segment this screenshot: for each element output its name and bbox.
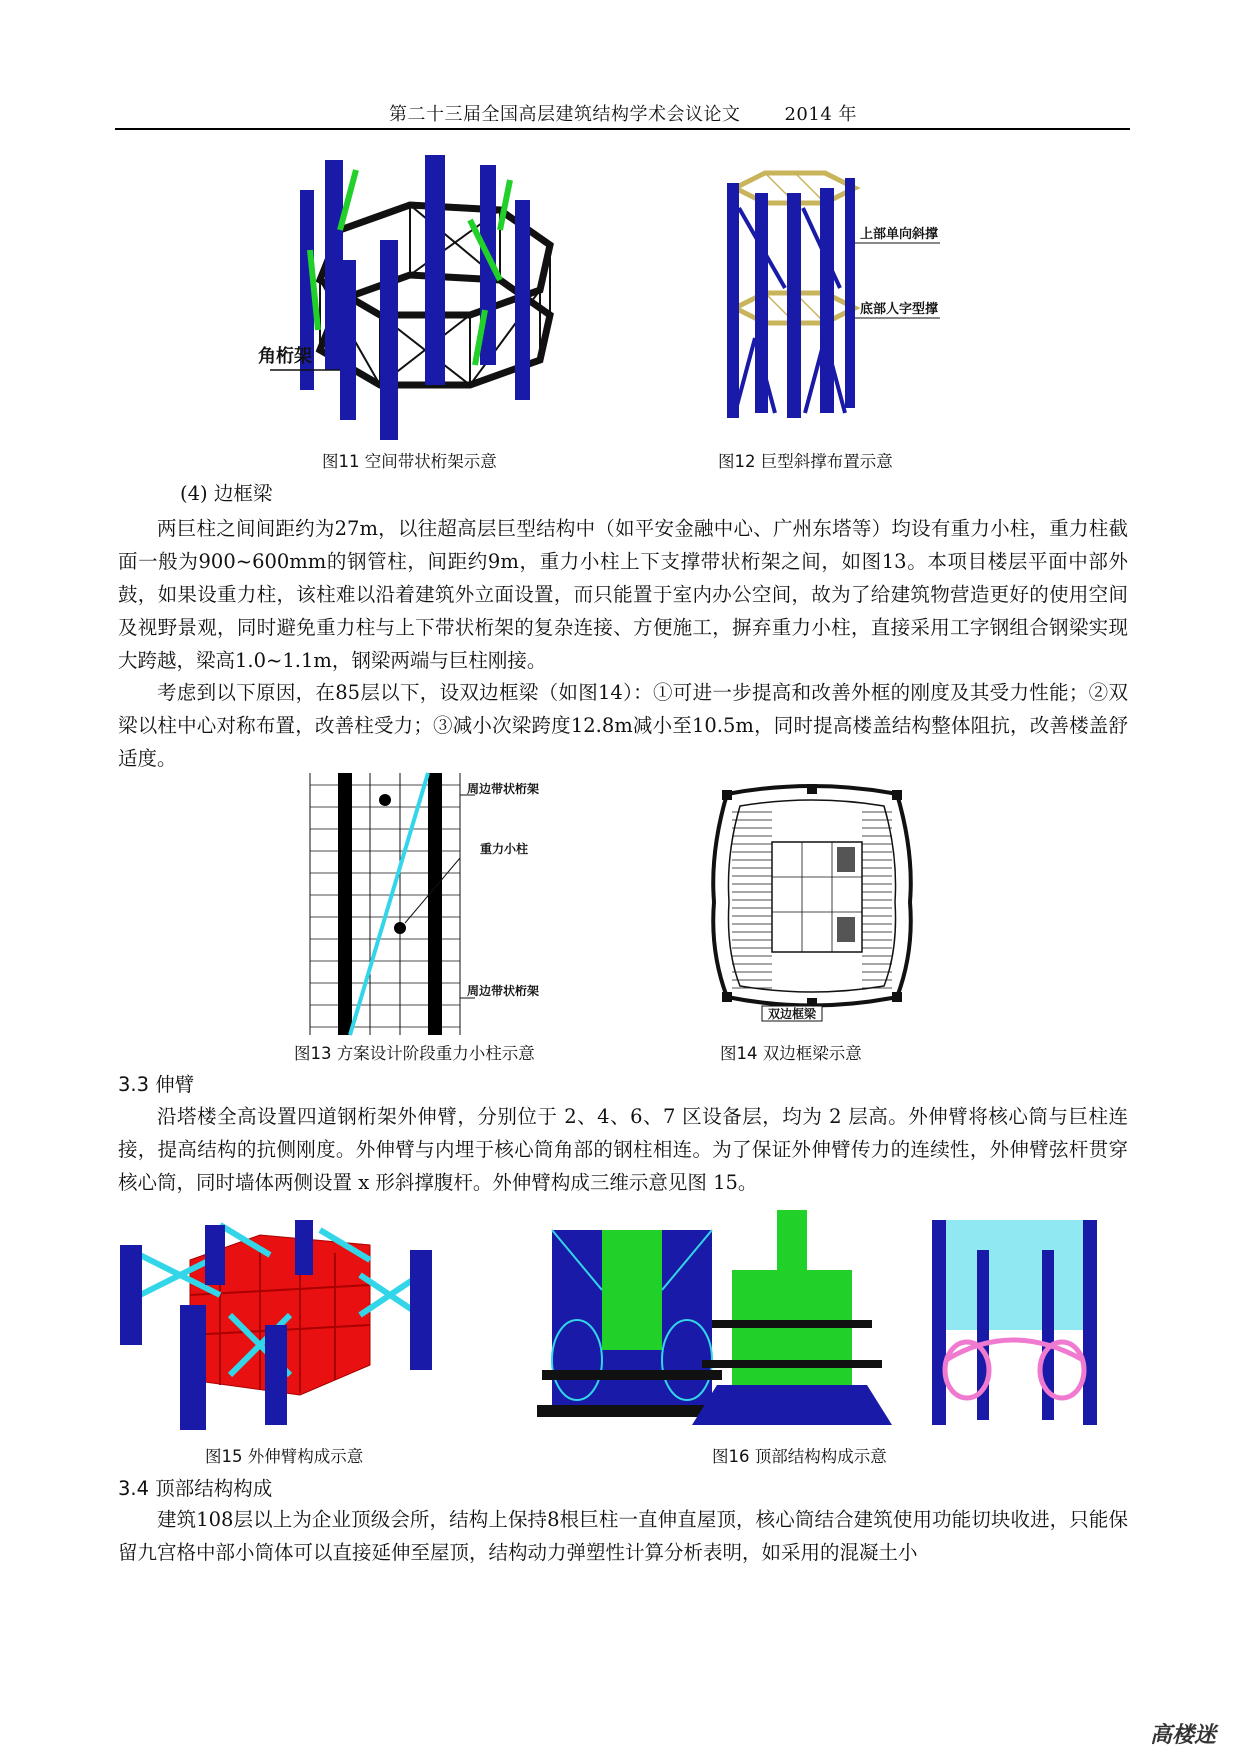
paragraph-4	[118, 1503, 1128, 1569]
figure-14-double-edge-beam	[692, 782, 932, 1022]
running-header	[118, 100, 1128, 126]
section-3-4-heading: 3.4 顶部结构构成	[118, 1477, 273, 1500]
paragraph-1-text: 两巨柱之间间距约为27m，以往超高层巨型结构中（如平安金融中心、广州东塔等）均设有重力小柱，重力柱截面一般为900~600mm的钢管柱，间距约9m，重力小柱上下支撑带状桁架之间，如图13。本项目楼层平面中部外鼓，如果设重力柱，该柱难以沿着建筑外立面设置，而只能置于室内办公空间，故为了给建筑物营造更好的使用空间及视野景观，同时避免重力柱与上下带状桁架的复杂连接、方便施工，摒弃重力小柱，直接采用工字钢组合钢梁实现大跨越，梁高1.0~1.1m，钢梁两端与巨柱刚接。	[118, 517, 1128, 672]
paragraph-1	[118, 512, 1128, 677]
section-3-3-heading: 3.3 伸臂	[118, 1073, 195, 1096]
fig13-label-mid: 重力小柱	[480, 842, 529, 856]
paragraph-3-text: 沿塔楼全高设置四道钢桁架外伸臂，分别位于 2、4、6、7 区设备层，均为 2 层高。外伸臂将核心筒与巨柱连接，提高结构的抗侧刚度。外伸臂与内埋于核心筒角部的钢柱相连。为了保证外伸臂传力的连续性，外伸臂弦杆贯穿核心筒，同时墙体两侧设置 x 形斜撑腹杆。外伸臂构成三维示意见图 15。	[118, 1105, 1128, 1194]
fig13-caption: 图13 方案设计阶段重力小柱示意	[294, 1044, 535, 1063]
fig12-label-bottom: 底部人字型撑	[860, 302, 939, 317]
header-title: 第二十三届全国高层建筑结构学术会议论文	[388, 104, 741, 125]
paragraph-3	[118, 1100, 1128, 1199]
figure-12-mega-brace	[715, 168, 965, 428]
paragraph-4-text: 建筑108层以上为企业顶级会所，结构上保持8根巨柱一直伸直屋顶，核心筒结合建筑使用功能切块收进，只能保留九宫格中部小筒体可以直接延伸至屋顶，结构动力弹塑性计算分析表明，如采用的混凝土小	[118, 1508, 1128, 1564]
paragraph-2	[118, 676, 1128, 775]
figure-16-top-structure	[522, 1210, 1122, 1440]
paragraph-2-text: 考虑到以下原因，在85层以下，设双边框梁（如图14）：①可进一步提高和改善外框的刚度及其受力性能；②双梁以柱中心对称布置，改善柱受力；③减小次梁跨度12.8m减小至10.5m，同时提高楼盖结构整体阻抗，改善楼盖舒适度。	[118, 681, 1128, 770]
fig14-caption: 图14 双边框梁示意	[720, 1044, 862, 1063]
fig12-caption: 图12 巨型斜撑布置示意	[718, 452, 893, 471]
figure-11-space-truss	[258, 150, 580, 440]
watermark-text: 高楼迷	[1150, 1723, 1217, 1748]
fig12-label-top: 上部单向斜撑	[860, 227, 939, 242]
watermark-logo	[1150, 1718, 1216, 1749]
fig11-label: 角桁架	[258, 346, 312, 367]
fig13-label-bottom: 周边带状桁架	[467, 984, 540, 998]
fig15-caption: 图15 外伸臂构成示意	[205, 1447, 364, 1466]
header-rule	[115, 128, 1130, 130]
fig14-label: 双边框梁	[768, 1007, 817, 1021]
figure-15-outrigger	[120, 1215, 440, 1435]
fig11-caption: 图11 空间带状桁架示意	[322, 452, 497, 471]
fig13-label-top: 周边带状桁架	[467, 782, 540, 796]
header-year: 2014 年	[784, 104, 858, 125]
subsection-4-heading: (4) 边框梁	[180, 482, 273, 505]
figure-13-gravity-column	[310, 773, 570, 1035]
fig16-caption: 图16 顶部结构构成示意	[712, 1447, 887, 1466]
